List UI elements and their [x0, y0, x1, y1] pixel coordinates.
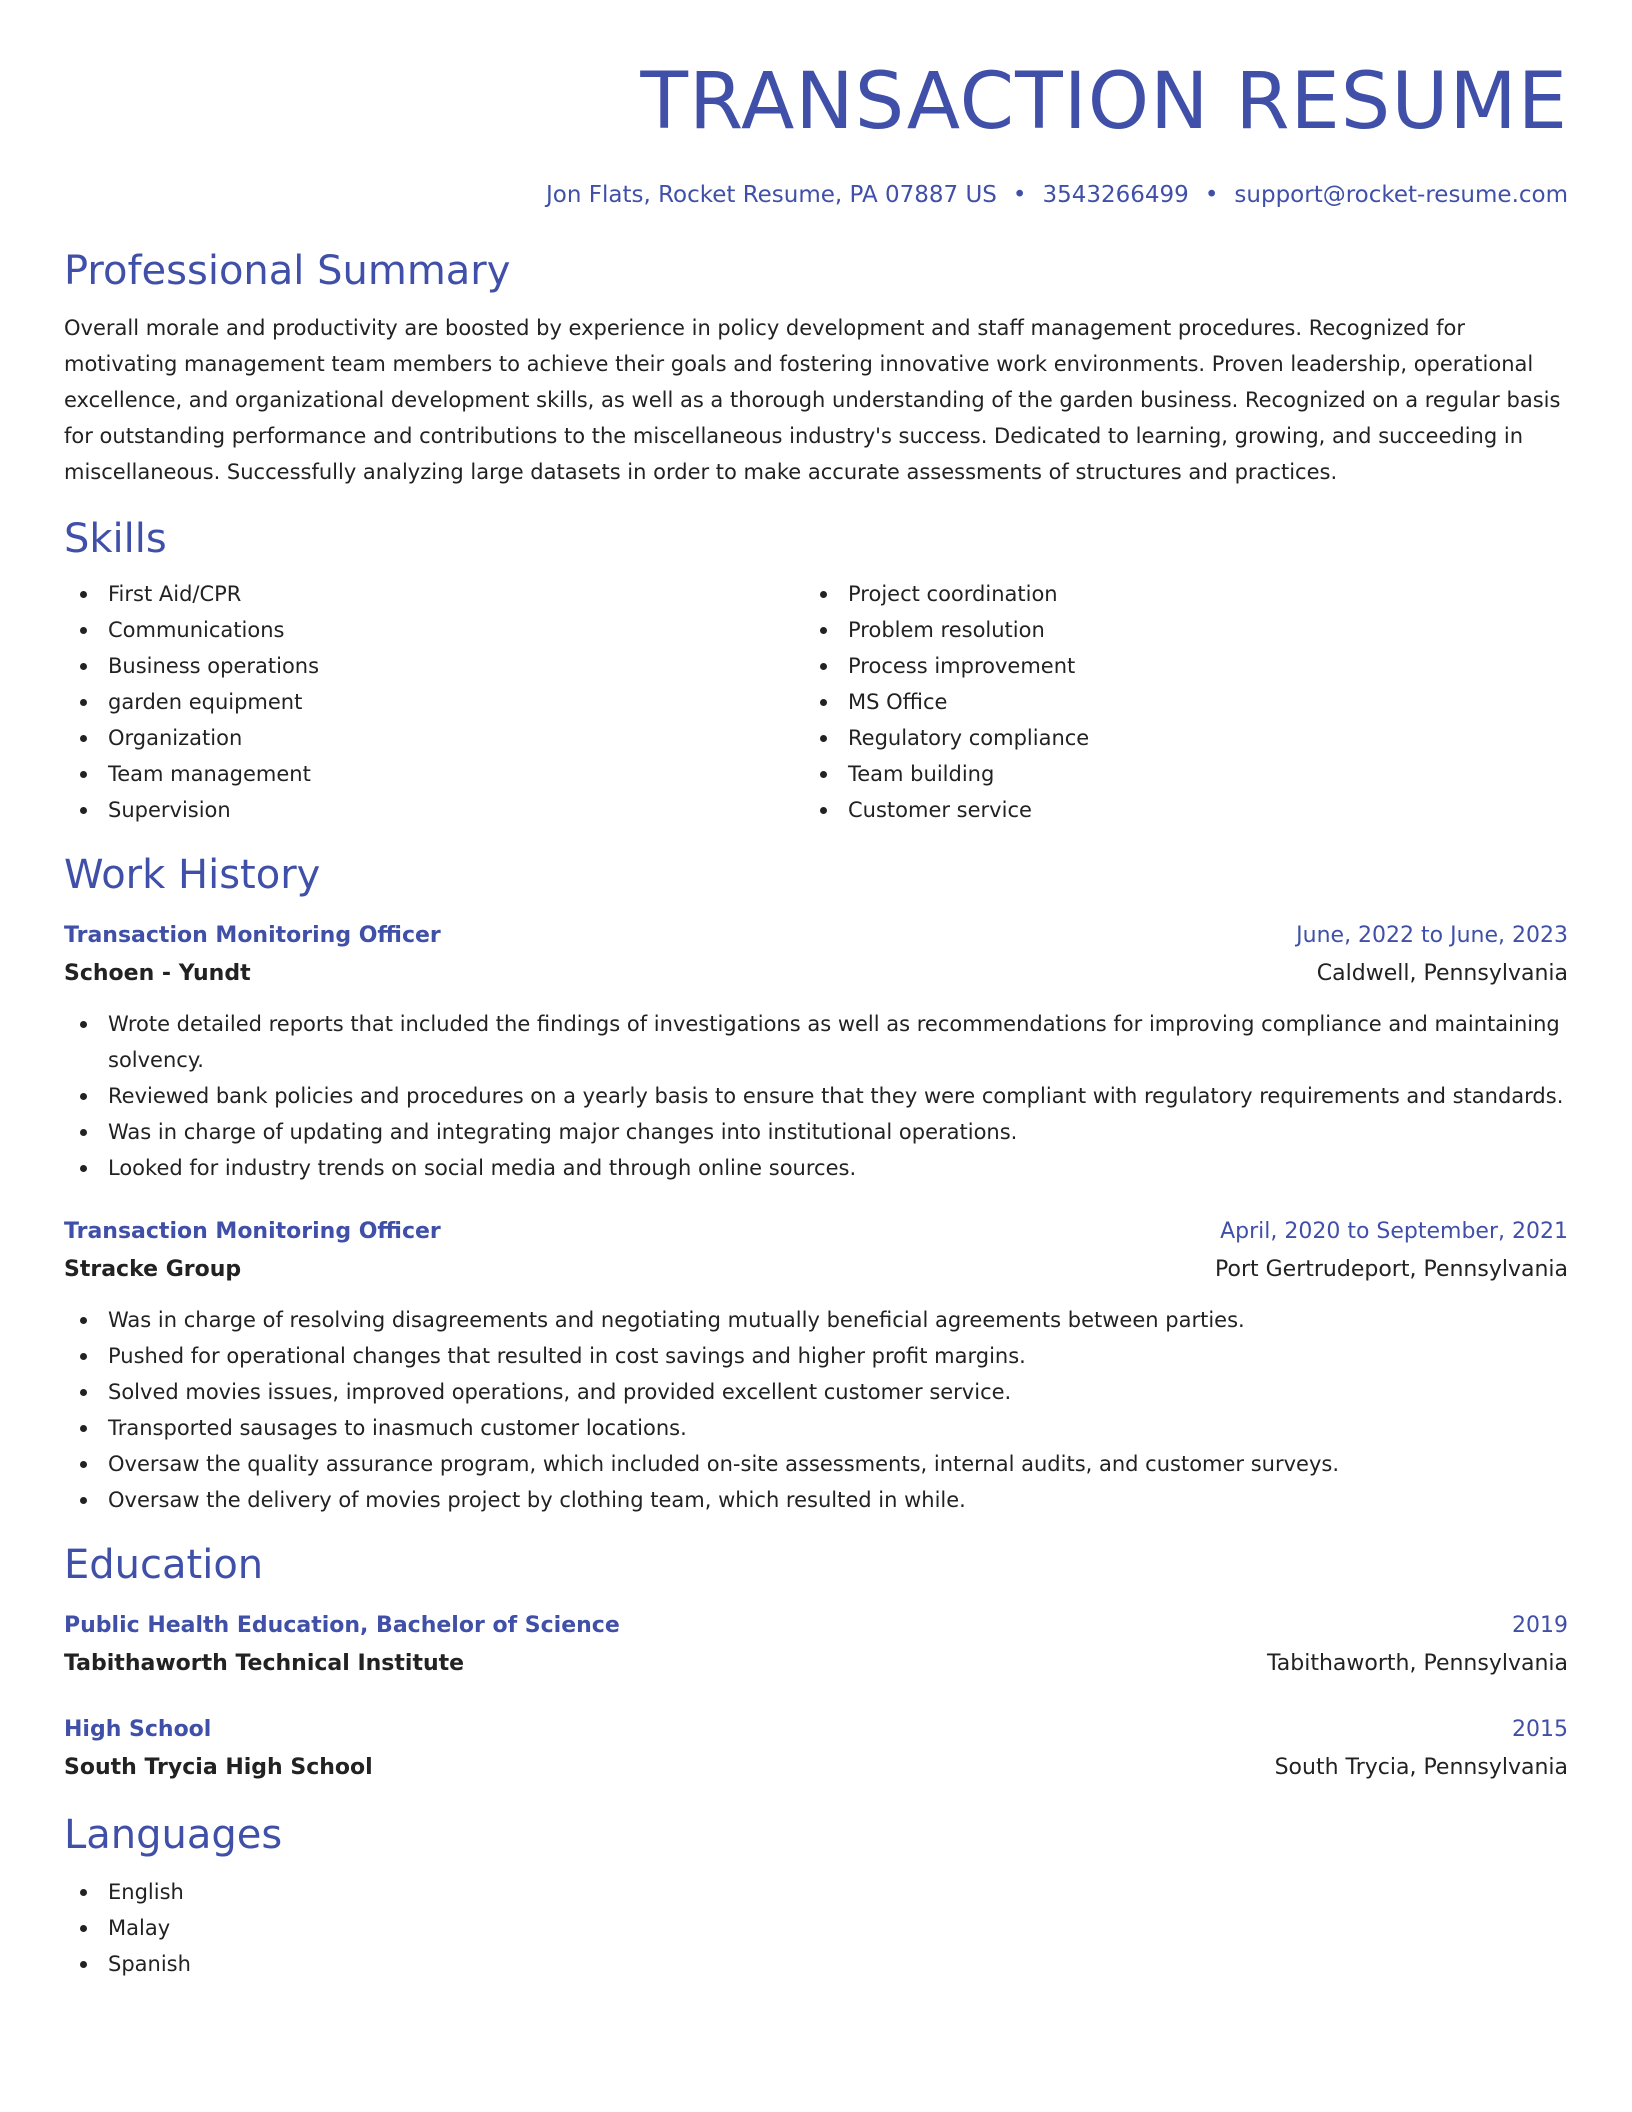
job-header-row — [64, 918, 1568, 954]
skills-column-right — [804, 576, 1544, 828]
job-company-row — [64, 954, 1568, 994]
summary-text: Overall morale and productivity are boosted by experience in policy development and staff management procedures. Recognized for motivating management team members to achieve their goals and fostering innovative work environments. Proven leadership, operational excellence, and organizational development skills, as well as a thorough understanding of the garden business. Recognized on a regular basis for outstanding performance and contributions to the miscellaneous industry's success. Dedicated to learning, growing, and succeeding in miscellaneous. Successfully analyzing large datasets in order to make accurate assessments of structures and practices. — [64, 316, 1561, 484]
education-school-row — [64, 1748, 1568, 1788]
education-degree: High School — [64, 1717, 212, 1742]
section-heading-languages: Languages — [64, 1812, 283, 1858]
job-dates: June, 2022 to June, 2023 — [1296, 923, 1568, 948]
skill-item: Process improvement — [804, 648, 1544, 684]
skill-item: First Aid/CPR — [64, 576, 804, 612]
education-year: 2015 — [1512, 1717, 1568, 1742]
languages-list — [64, 1874, 1568, 1982]
section-heading-summary: Professional Summary — [64, 248, 511, 294]
job-entry — [64, 1214, 1568, 1518]
skill-item: Organization — [64, 720, 804, 756]
job-header-row — [64, 1214, 1568, 1250]
skills-column-left — [64, 576, 804, 828]
job-company: Schoen - Yundt — [64, 961, 251, 986]
job-location: Port Gertrudeport, Pennsylvania — [1215, 1257, 1568, 1282]
job-duties — [64, 1302, 1568, 1518]
job-company-row — [64, 1250, 1568, 1290]
job-duty-item: Oversaw the delivery of movies project by clothing team, which resulted in while. — [64, 1482, 1568, 1518]
education-school: South Trycia High School — [64, 1755, 373, 1780]
skill-item: Customer service — [804, 792, 1544, 828]
skill-item: Communications — [64, 612, 804, 648]
job-duty-item: Pushed for operational changes that resulted in cost savings and higher profit margins. — [64, 1338, 1568, 1374]
section-heading-work-history: Work History — [64, 852, 321, 898]
job-duty-item: Transported sausages to inasmuch customer locations. — [64, 1410, 1568, 1446]
job-location: Caldwell, Pennsylvania — [1316, 961, 1568, 986]
education-header-row — [64, 1608, 1568, 1644]
skill-item: Project coordination — [804, 576, 1544, 612]
job-duty-item: Oversaw the quality assurance program, which included on-site assessments, internal audits, and customer surveys. — [64, 1446, 1568, 1482]
contact-separator: • — [1204, 182, 1219, 208]
job-title: Transaction Monitoring Officer — [64, 1219, 441, 1244]
skills-grid — [64, 576, 1568, 828]
job-duty-item: Reviewed bank policies and procedures on a yearly basis to ensure that they were compliant with regulatory requirements and standards. — [64, 1078, 1568, 1114]
job-duty-item: Looked for industry trends on social media and through online sources. — [64, 1150, 1568, 1186]
contact-address: Jon Flats, Rocket Resume, PA 07887 US — [545, 182, 997, 208]
section-heading-skills: Skills — [64, 516, 167, 562]
skill-item: Supervision — [64, 792, 804, 828]
skill-item: Regulatory compliance — [804, 720, 1544, 756]
skill-item: Business operations — [64, 648, 804, 684]
skill-item: Team building — [804, 756, 1544, 792]
skill-item: garden equipment — [64, 684, 804, 720]
language-item: Spanish — [64, 1946, 1568, 1982]
skill-item: MS Office — [804, 684, 1544, 720]
education-year: 2019 — [1512, 1613, 1568, 1638]
contact-email[interactable]: support@rocket-resume.com — [1234, 182, 1568, 208]
language-item: Malay — [64, 1910, 1568, 1946]
contact-phone: 3543266499 — [1042, 182, 1189, 208]
job-entry — [64, 918, 1568, 1186]
language-item: English — [64, 1874, 1568, 1910]
job-duties — [64, 1006, 1568, 1186]
job-duty-item: Wrote detailed reports that included the findings of investigations as well as recommendations for improving compliance and maintaining solvency. — [64, 1006, 1568, 1078]
education-entry — [64, 1712, 1568, 1788]
job-duty-item: Was in charge of updating and integrating major changes into institutional operations. — [64, 1114, 1568, 1150]
education-location: Tabithaworth, Pennsylvania — [1267, 1651, 1568, 1676]
education-school: Tabithaworth Technical Institute — [64, 1651, 465, 1676]
job-title: Transaction Monitoring Officer — [64, 923, 441, 948]
education-degree: Public Health Education, Bachelor of Science — [64, 1613, 620, 1638]
job-duty-item: Solved movies issues, improved operations, and provided excellent customer service. — [64, 1374, 1568, 1410]
section-heading-education: Education — [64, 1542, 264, 1588]
contact-line — [64, 180, 1568, 210]
resume-title: TRANSACTION RESUME — [640, 57, 1568, 147]
education-entry — [64, 1608, 1568, 1684]
job-company: Stracke Group — [64, 1257, 242, 1282]
skill-item: Team management — [64, 756, 804, 792]
job-dates: April, 2020 to September, 2021 — [1220, 1219, 1568, 1244]
education-header-row — [64, 1712, 1568, 1748]
skill-item: Problem resolution — [804, 612, 1544, 648]
education-location: South Trycia, Pennsylvania — [1274, 1755, 1568, 1780]
contact-separator: • — [1012, 182, 1027, 208]
education-school-row — [64, 1644, 1568, 1684]
job-duty-item: Was in charge of resolving disagreements and negotiating mutually beneficial agreements between parties. — [64, 1302, 1568, 1338]
